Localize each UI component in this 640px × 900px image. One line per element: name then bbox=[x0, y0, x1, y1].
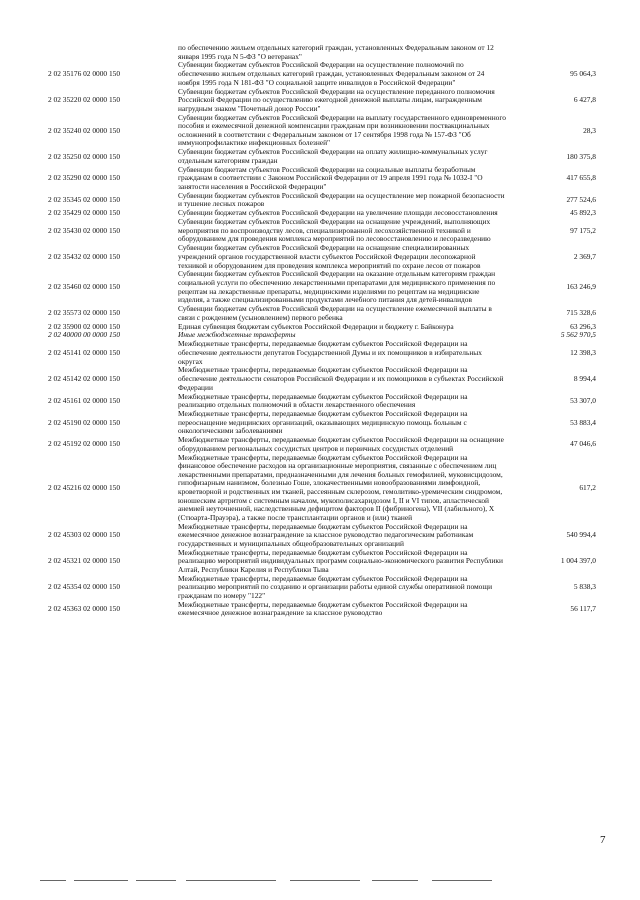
revenue-name: Межбюджетные трансферты, передаваемые бюджетам субъектов Российской Федерации на обеспечение деятельности депутатов Государственной Думы и их помощников в избирательных округах bbox=[178, 339, 482, 366]
amount-value: 6 427,8 bbox=[573, 95, 596, 105]
revenue-name: Субвенции бюджетам субъектов Российской Федерации на осуществление переданного полномочия Российской Федерации по осуществлению ежегодной денежной выплаты лицам, награжденным нагрудным знаком "Почетный донор России" bbox=[178, 86, 495, 113]
classification-code: 2 02 35429 02 0000 150 bbox=[48, 208, 121, 218]
revenue-name: Субвенции бюджетам субъектов Российской Федерации на увеличение площади лесовосстановления bbox=[178, 208, 498, 218]
revenue-name: Единая субвенция бюджетам субъектов Российской Федерации и бюджету г. Байконура bbox=[178, 321, 454, 331]
table-row bbox=[48, 410, 596, 436]
table-row bbox=[48, 61, 596, 87]
table-row bbox=[48, 393, 596, 410]
amount-value: 5 838,3 bbox=[573, 582, 596, 592]
revenue-name: Субвенции бюджетам субъектов Российской Федерации на оснащение учреждений, выполняющих мероприятия по воспроизводству лесов, специализированной лесохозяйственной техникой и оборудованием для проведения комплекса мероприятий по лесовосстановлению и лесоразведению bbox=[178, 217, 491, 244]
classification-code: 2 02 40000 00 0000 150 bbox=[48, 330, 121, 340]
amount-value: 5 562 970,5 bbox=[560, 330, 596, 340]
amount-value: 63 296,3 bbox=[570, 321, 596, 331]
classification-code: 2 02 35290 02 0000 150 bbox=[48, 173, 121, 183]
revenue-name: Субвенции бюджетам субъектов Российской Федерации на выплату государственного единовременного пособия и ежемесячной денежной компенсации гражданам при возникновении поствакцинальных осложнений в соответствии с Федеральным законом от 17 сентября 1998 года № 157-ФЗ "Об иммунопрофилактике инфекционных болезней" bbox=[178, 112, 506, 148]
amount-value: 95 064,3 bbox=[570, 69, 596, 79]
revenue-name: Иные межбюджетные трансферты bbox=[178, 330, 296, 340]
amount-value: 12 398,3 bbox=[570, 347, 596, 357]
revenue-name: Субвенции бюджетам субъектов Российской Федерации на осуществление мер пожарной безопасности и тушение лесных пожаров bbox=[178, 190, 505, 209]
classification-code: 2 02 35250 02 0000 150 bbox=[48, 151, 121, 161]
revenue-name: Субвенции бюджетам субъектов Российской Федерации на оснащение специализированных учреждений органов государственной власти субъектов Российской Федерации лесопожарной техникой и оборудованием для проведения комплекса мероприятий по охране лесов от пожаров bbox=[178, 243, 481, 270]
classification-code: 2 02 45321 02 0000 150 bbox=[48, 556, 121, 566]
table-row bbox=[48, 523, 596, 549]
table-row bbox=[48, 366, 596, 392]
amount-value: 28,3 bbox=[583, 125, 596, 135]
table-row bbox=[48, 166, 596, 192]
budget-revenue-table bbox=[48, 44, 596, 618]
revenue-name: Субвенции бюджетам субъектов Российской Федерации на оказание отдельным категориям граждан социальной услуги по обеспечению лекарственными препаратами для медицинского применения по рецептам на лекарственные препараты, медицинскими изделиями по рецептам на медицинские изделия, а также специализированными продуктами лечебного питания для детей-инвалидов bbox=[178, 269, 496, 305]
classification-code: 2 02 45190 02 0000 150 bbox=[48, 417, 121, 427]
footer-line bbox=[40, 880, 66, 881]
table-body bbox=[48, 44, 596, 618]
revenue-name: Межбюджетные трансферты, передаваемые бюджетам субъектов Российской Федерации на оснащение оборудованием региональных сосудистых центров и первичных сосудистых отделений bbox=[178, 435, 504, 453]
amount-value: 715 328,6 bbox=[566, 308, 596, 318]
amount-value: 180 375,8 bbox=[566, 151, 596, 161]
table-row bbox=[48, 218, 596, 244]
amount-value: 2 369,7 bbox=[573, 251, 596, 261]
table-row bbox=[48, 88, 596, 114]
amount-value: 417 655,8 bbox=[566, 173, 596, 183]
revenue-name: Межбюджетные трансферты, передаваемые бюджетам субъектов Российской Федерации на реализацию мероприятий индивидуальных программ социально-экономического развития Республики Алтай, Республики Карелия и Республики Тыва bbox=[178, 547, 503, 574]
table-row bbox=[48, 244, 596, 270]
classification-code: 2 02 35220 02 0000 150 bbox=[48, 95, 121, 105]
amount-value: 47 046,6 bbox=[570, 439, 596, 449]
classification-code: 2 02 45354 02 0000 150 bbox=[48, 582, 121, 592]
classification-code bbox=[48, 44, 176, 61]
classification-code: 2 02 35432 02 0000 150 bbox=[48, 251, 121, 261]
amount-value: 163 246,9 bbox=[566, 282, 596, 292]
footer-line bbox=[74, 880, 128, 881]
classification-code: 2 02 45303 02 0000 150 bbox=[48, 530, 121, 540]
revenue-name: Субвенции бюджетам субъектов Российской Федерации на оплату жилищно-коммунальных услуг отдельным категориям граждан bbox=[178, 147, 488, 165]
page-number: 7 bbox=[600, 834, 606, 846]
amount-value: 1 004 397,0 bbox=[560, 556, 596, 566]
amount-value: 56 117,7 bbox=[570, 604, 596, 614]
classification-code: 2 02 45216 02 0000 150 bbox=[48, 482, 121, 492]
amount-value: 45 892,3 bbox=[570, 208, 596, 218]
table-row bbox=[48, 114, 596, 149]
amount-value: 617,2 bbox=[579, 482, 596, 492]
classification-code: 2 02 45192 02 0000 150 bbox=[48, 439, 121, 449]
footer-line bbox=[432, 880, 492, 881]
footer-scan-lines bbox=[40, 880, 500, 884]
amount-value: 8 994,4 bbox=[573, 374, 596, 384]
table-row bbox=[48, 305, 596, 322]
classification-code: 2 02 45161 02 0000 150 bbox=[48, 395, 121, 405]
table-row bbox=[48, 323, 596, 332]
footer-line bbox=[290, 880, 360, 881]
table-row bbox=[48, 575, 596, 601]
classification-code: 2 02 35430 02 0000 150 bbox=[48, 225, 121, 235]
amount-value: 97 175,2 bbox=[570, 225, 596, 235]
revenue-name: Субвенции бюджетам субъектов Российской Федерации на социальные выплаты безработным гражданам в соответствии с Законом Российской Федерации от 19 апреля 1991 года № 1032-I "О занятости населения в Российской Федерации" bbox=[178, 164, 483, 191]
revenue-name: по обеспечению жильем отдельных категорий граждан, установленных Федеральным законом от 12 января 1995 года N 5-ФЗ "О ветеранах" bbox=[178, 43, 494, 61]
table-row bbox=[48, 192, 596, 209]
table-row bbox=[48, 454, 596, 523]
revenue-name: Межбюджетные трансферты, передаваемые бюджетам субъектов Российской Федерации на реализацию мероприятий по созданию и организации работы единой службы оперативной помощи гражданам по номеру "122" bbox=[178, 573, 493, 600]
table-row bbox=[48, 436, 596, 453]
footer-line bbox=[186, 880, 276, 881]
revenue-name: Межбюджетные трансферты, передаваемые бюджетам субъектов Российской Федерации на финансовое обеспечение расходов на организационные мероприятия, связанные с обеспечением лиц лекарственными препаратами, предназначенными для лечения больных гемофилией, муковисцидозом, гипофизарным нанизмом, болезнью Гоше, злокачественными новообразованиями лимфоидной, кроветворной и родственных им тканей, рассеянным склерозом, гемолитико-уремическим синдромом, юношеским артритом с системным началом, мукополисахаридозом I, II и VI типов, апластической анемией неуточненной, наследственным дефицитом факторов II (фибриногена), VII (лабильного), X (Стюарта-Прауэра), а также после трансплантации органов и (или) тканей bbox=[178, 452, 503, 522]
table-row bbox=[48, 270, 596, 305]
classification-code: 2 02 35240 02 0000 150 bbox=[48, 125, 121, 135]
classification-code: 2 02 45363 02 0000 150 bbox=[48, 604, 121, 614]
classification-code: 2 02 45142 02 0000 150 bbox=[48, 374, 121, 384]
revenue-name: Межбюджетные трансферты, передаваемые бюджетам субъектов Российской Федерации на обеспечение деятельности сенаторов Российской Федерации и их помощников в субъектах Российской Федерации bbox=[178, 365, 504, 392]
amount-value: 540 994,4 bbox=[566, 530, 596, 540]
amount-value: 53 883,4 bbox=[570, 417, 596, 427]
revenue-name: Межбюджетные трансферты, передаваемые бюджетам субъектов Российской Федерации на реализацию отдельных полномочий в области лекарственного обеспечения bbox=[178, 391, 468, 410]
table-row bbox=[48, 549, 596, 575]
revenue-name: Субвенции бюджетам субъектов Российской Федерации на осуществление полномочий по обеспечению жильем отдельных категорий граждан, установленных Федеральным законом от 24 ноября 1995 года N 181-ФЗ "О социальной защите инвалидов в Российской Федерации" bbox=[178, 60, 485, 87]
revenue-name: Субвенции бюджетам субъектов Российской Федерации на осуществление ежемесячной выплаты в связи с рождением (усыновлением) первого ребенка bbox=[178, 304, 492, 322]
amount-value bbox=[506, 44, 596, 61]
classification-code: 2 02 45141 02 0000 150 bbox=[48, 347, 121, 357]
revenue-name: Межбюджетные трансферты, передаваемые бюджетам субъектов Российской Федерации на ежемесячное денежное вознаграждение за классное руководство bbox=[178, 599, 468, 618]
classification-code: 2 02 35573 02 0000 150 bbox=[48, 308, 121, 318]
footer-line bbox=[136, 880, 176, 881]
classification-code: 2 02 35345 02 0000 150 bbox=[48, 195, 121, 205]
amount-value: 277 524,6 bbox=[566, 195, 596, 205]
classification-code: 2 02 35900 02 0000 150 bbox=[48, 321, 121, 331]
footer-line bbox=[372, 880, 418, 881]
table-row bbox=[48, 601, 596, 618]
table-row bbox=[48, 340, 596, 366]
classification-code: 2 02 35176 02 0000 150 bbox=[48, 69, 121, 79]
table-row bbox=[48, 148, 596, 165]
revenue-name: Межбюджетные трансферты, передаваемые бюджетам субъектов Российской Федерации на переоснащение медицинских организаций, оказывающих медицинскую помощь больным с онкологическими заболеваниями bbox=[178, 408, 468, 436]
revenue-name: Межбюджетные трансферты, передаваемые бюджетам субъектов Российской Федерации на ежемесячное денежное вознаграждение за классное руководство педагогическим работникам государственных и муниципальных общеобразовательных организаций bbox=[178, 521, 474, 548]
table-row bbox=[48, 44, 596, 61]
classification-code: 2 02 35460 02 0000 150 bbox=[48, 282, 121, 292]
amount-value: 53 307,0 bbox=[570, 395, 596, 405]
